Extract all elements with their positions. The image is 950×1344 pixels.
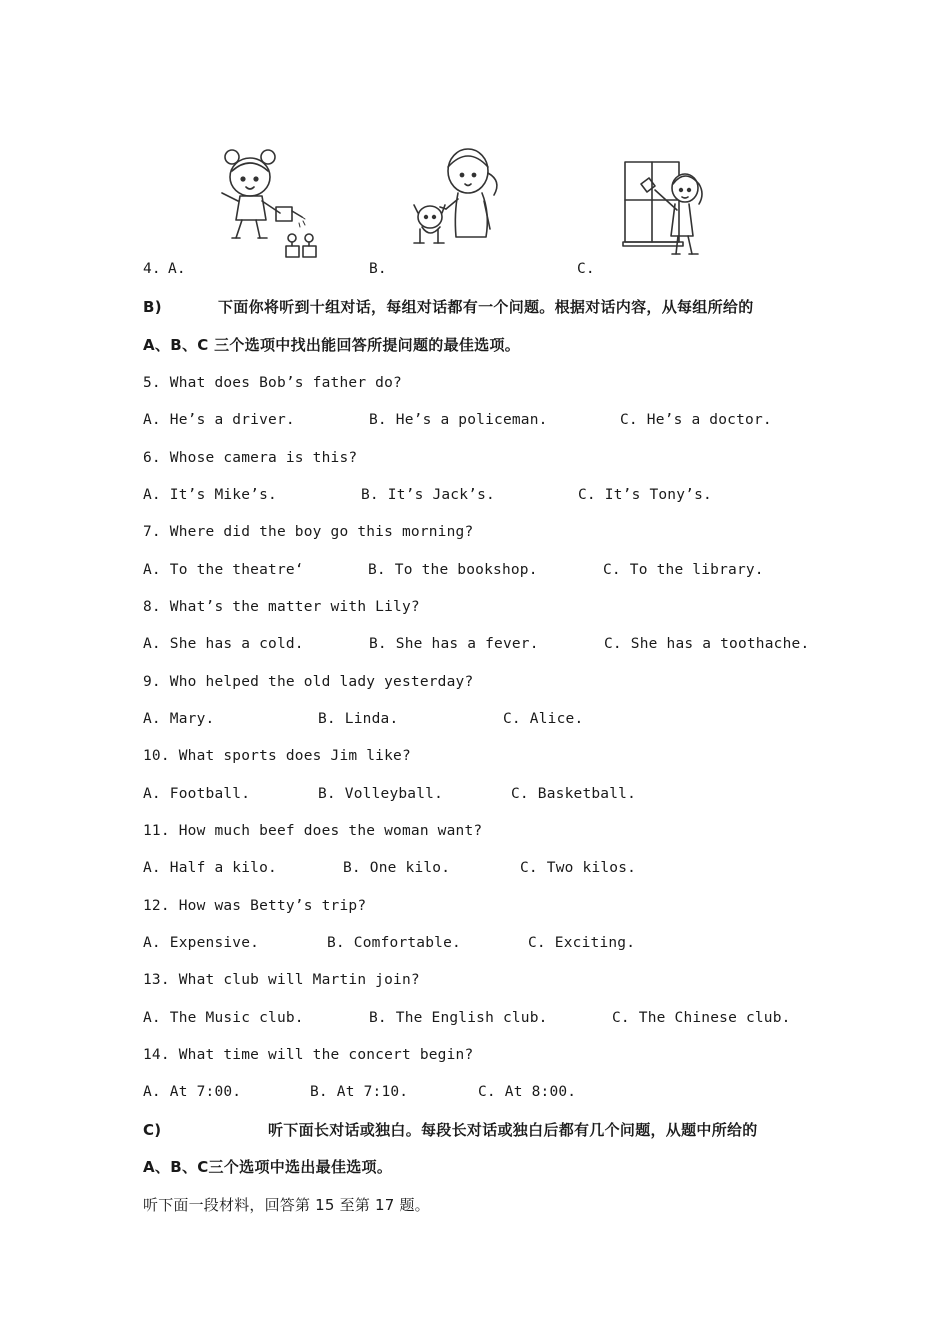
question-text: 12. How was Betty’s trip? — [143, 898, 367, 914]
option-a: A. To the theatre‘ — [143, 562, 304, 578]
question-text: 5. What does Bob’s father do? — [143, 375, 402, 391]
question-4-option-b: B. — [369, 261, 387, 277]
option-c: C. He’s a doctor. — [620, 412, 772, 428]
option-b: B. Comfortable. — [327, 935, 461, 951]
option-a: A. Mary. — [143, 711, 215, 727]
question-text: 13. What club will Martin join? — [143, 972, 420, 988]
option-b: B. Linda. — [318, 711, 399, 727]
question-text: 14. What time will the concert begin? — [143, 1047, 474, 1063]
material-instructions: 听下面一段材料，回答第 15 至第 17 题。 — [143, 1196, 430, 1214]
section-c-label: C) — [143, 1121, 162, 1139]
option-b: B. Volleyball. — [318, 786, 444, 802]
section-b-instructions-line2: A、B、C 三个选项中找出能回答所提问题的最佳选项。 — [143, 336, 521, 354]
option-c: C. Basketball. — [511, 786, 637, 802]
section-c-instructions-line1: 听下面长对话或独白。每段长对话或独白后都有几个问题，从题中所给的 — [268, 1121, 758, 1139]
option-a: A. Half a kilo. — [143, 860, 277, 876]
option-a: A. She has a cold. — [143, 636, 304, 652]
option-a: A. It’s Mike’s. — [143, 487, 277, 503]
option-c: C. The Chinese club. — [612, 1010, 791, 1026]
question-text: 6. Whose camera is this? — [143, 450, 358, 466]
option-a: A. The Music club. — [143, 1010, 304, 1026]
option-b: B. At 7:10. — [310, 1084, 409, 1100]
option-b: B. To the bookshop. — [368, 562, 538, 578]
option-c: C. Two kilos. — [520, 860, 637, 876]
question-text: 11. How much beef does the woman want? — [143, 823, 483, 839]
question-text: 8. What’s the matter with Lily? — [143, 599, 420, 615]
option-b: B. One kilo. — [343, 860, 451, 876]
option-a: A. At 7:00. — [143, 1084, 242, 1100]
option-a: A. Expensive. — [143, 935, 260, 951]
option-a: A. Football. — [143, 786, 251, 802]
option-b: B. The English club. — [369, 1010, 548, 1026]
option-c: C. To the library. — [603, 562, 764, 578]
option-c: C. Exciting. — [528, 935, 636, 951]
question-4-number: 4. — [143, 261, 161, 277]
option-c: C. She has a toothache. — [604, 636, 810, 652]
question-text: 7. Where did the boy go this morning? — [143, 524, 474, 540]
section-c-instructions-line2: A、B、C三个选项中选出最佳选项。 — [143, 1158, 393, 1176]
option-b: B. He’s a policeman. — [369, 412, 548, 428]
girl-watering-flowers-picture — [210, 143, 325, 263]
section-b-instructions-line1: 下面你将听到十组对话，每组对话都有一个问题。根据对话内容，从每组所给的 — [218, 298, 754, 316]
option-c: C. It’s Tony’s. — [578, 487, 712, 503]
option-c: C. Alice. — [503, 711, 584, 727]
question-text: 10. What sports does Jim like? — [143, 748, 411, 764]
section-b-label: B) — [143, 298, 162, 316]
question-text: 9. Who helped the old lady yesterday? — [143, 674, 474, 690]
question-4-option-a: A. — [168, 261, 186, 277]
girl-feeding-dog-picture — [408, 143, 523, 253]
option-b: B. It’s Jack’s. — [361, 487, 495, 503]
option-c: C. At 8:00. — [478, 1084, 577, 1100]
question-4-option-c: C. — [577, 261, 595, 277]
option-b: B. She has a fever. — [369, 636, 539, 652]
girl-cleaning-window-picture — [623, 160, 723, 262]
option-a: A. He’s a driver. — [143, 412, 295, 428]
